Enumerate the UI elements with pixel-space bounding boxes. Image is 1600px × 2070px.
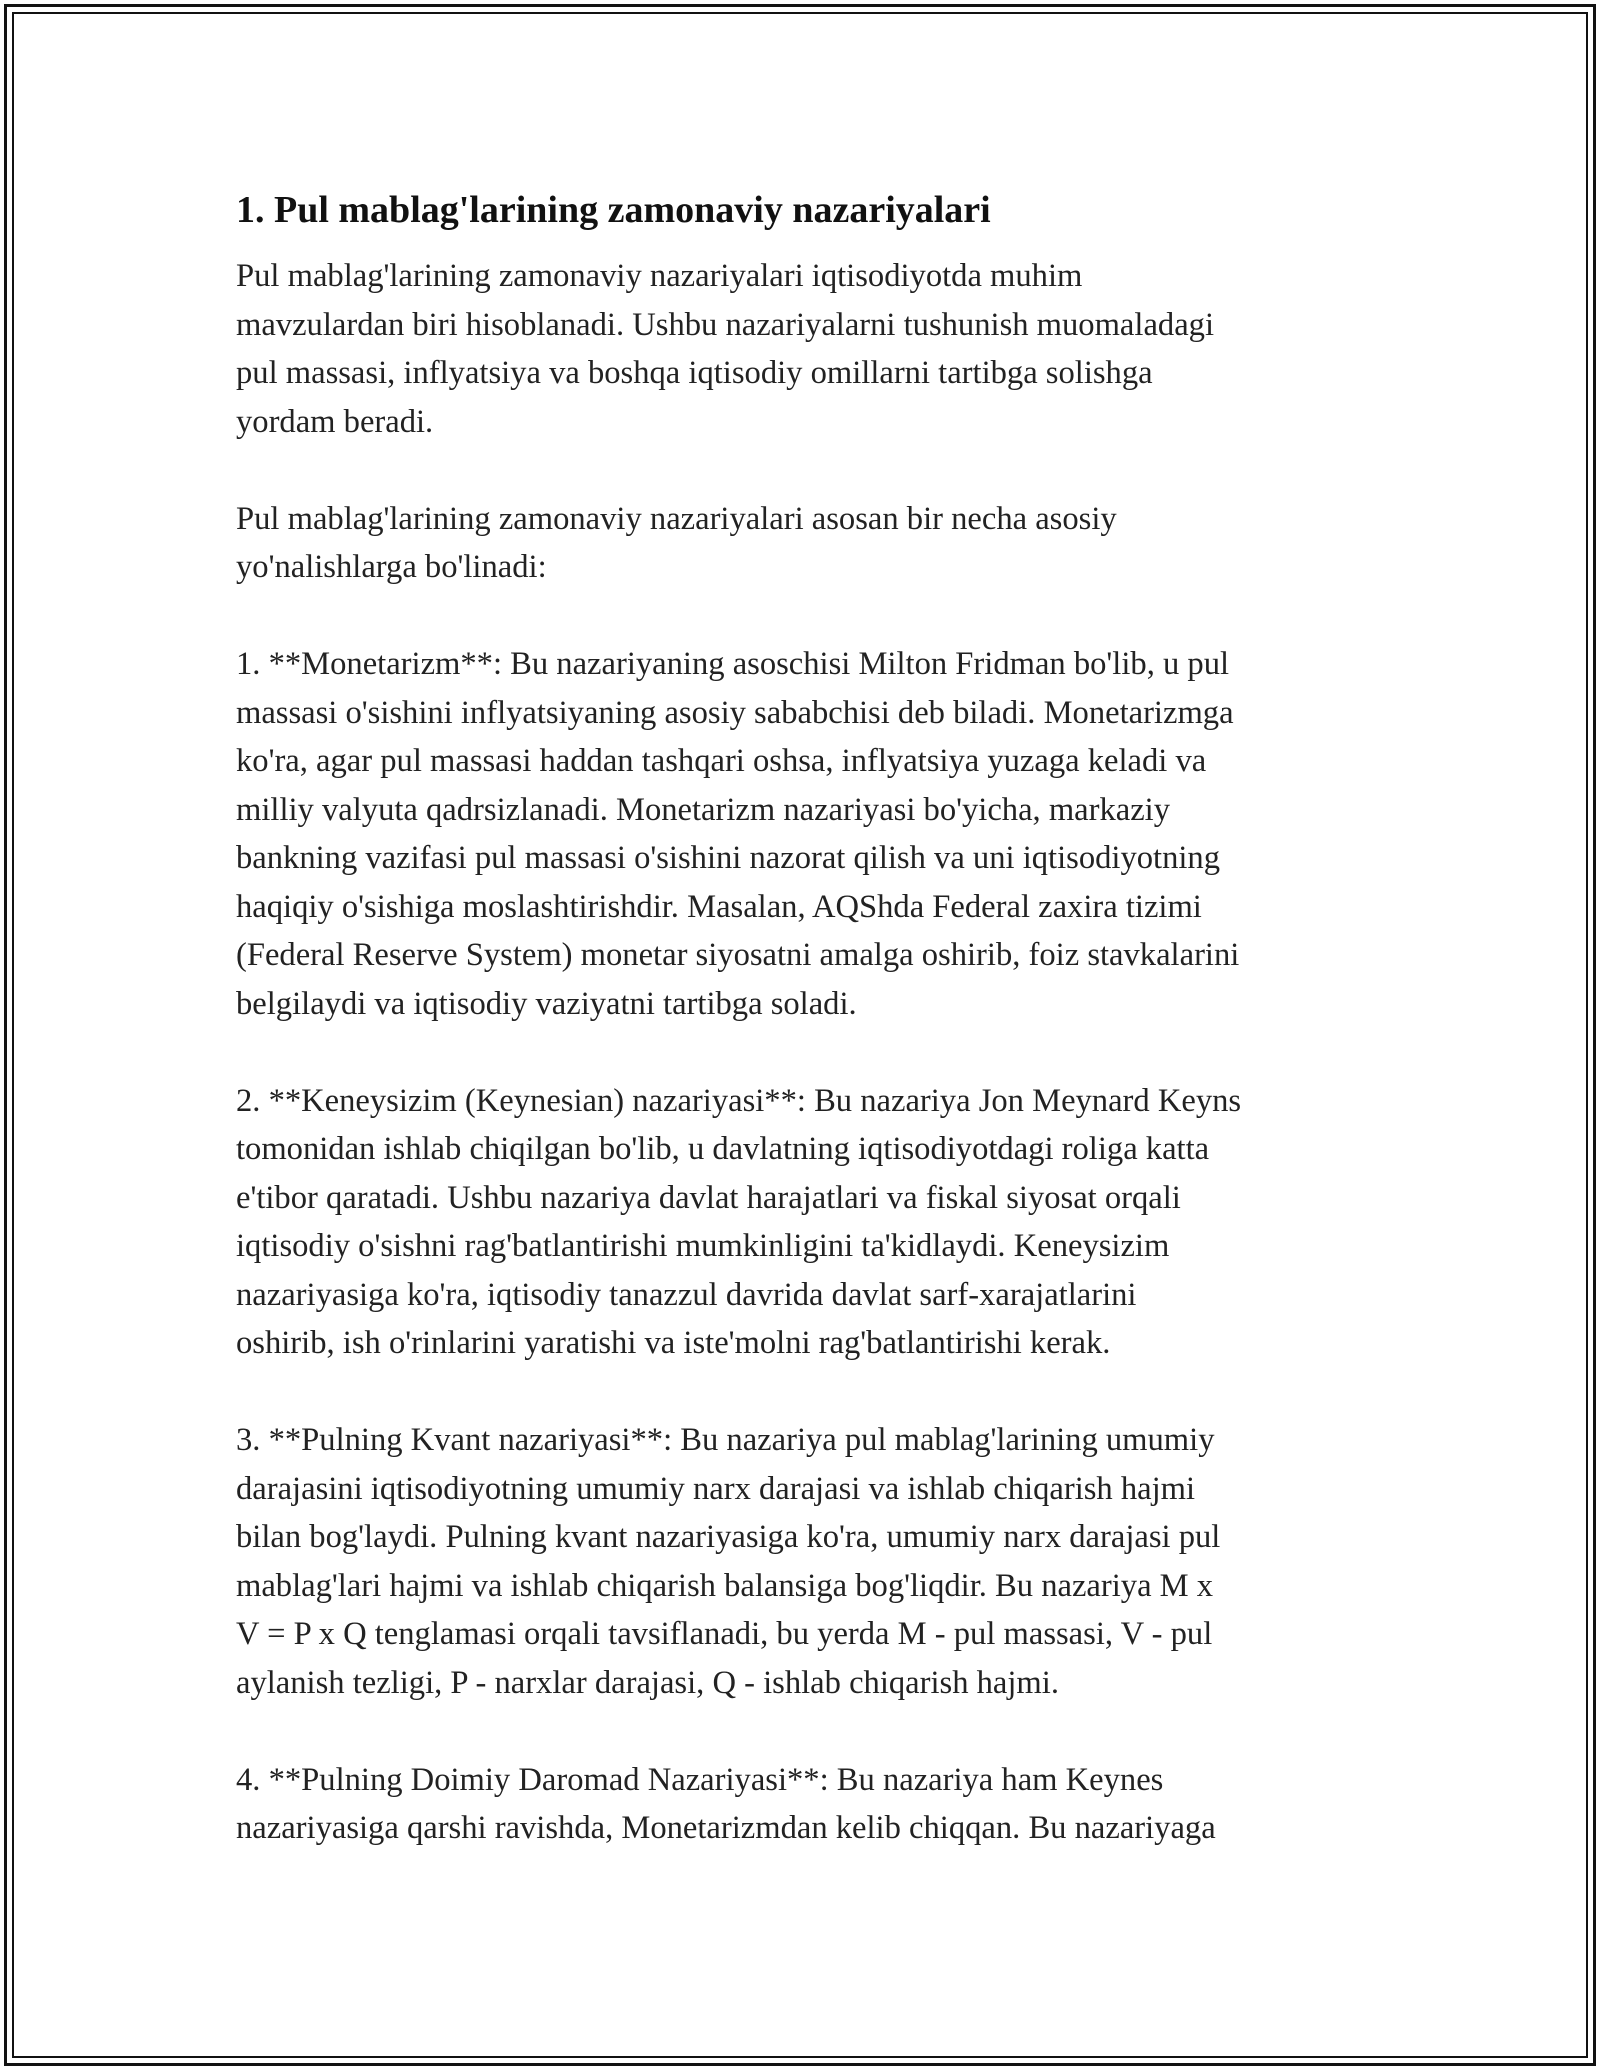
document-body	[236, 180, 1376, 1853]
paragraph-spacer	[236, 1368, 1376, 1417]
text-line: 4. **Pulning Doimiy Daromad Nazariyasi**: Bu nazariya ham Keynes	[236, 1761, 1164, 1798]
text-line: darajasini iqtisodiyotning umumiy narx darajasi va ishlab chiqarish hajmi	[236, 1470, 1196, 1507]
text-line: Pul mablag'larining zamonaviy nazariyalari iqtisodiyotda muhim	[236, 258, 1083, 294]
paragraph-spacer	[236, 1707, 1376, 1756]
text-line: e'tibor qaratadi. Ushbu nazariya davlat harajatlari va fiskal siyosat orqali	[236, 1179, 1181, 1216]
text-line: oshirib, ish o'rinlarini yaratishi va iste'molni rag'batlantirishi kerak.	[236, 1325, 1111, 1361]
text-line: aylanish tezligi, P - narxlar darajasi, Q - ishlab chiqarish hajmi.	[236, 1664, 1059, 1701]
text-line: tomonidan ishlab chiqilgan bo'lib, u davlatning iqtisodiyotdagi roliga katta	[236, 1131, 1210, 1167]
text-line: 2. **Keneysizim (Keynesian) nazariyasi**: Bu nazariya Jon Meynard Keyns	[236, 1082, 1242, 1119]
paragraph-quantity-theory	[236, 1416, 1376, 1707]
text-line: haqiqiy o'sishiga moslashtirishdir. Masalan, AQShda Federal zaxira tizimi	[236, 888, 1202, 925]
text-line: massasi o'sishini inflyatsiyaning asosiy sababchisi deb biladi. Monetarizmga	[236, 694, 1234, 731]
text-line: 3. **Pulning Kvant nazariyasi**: Bu nazariya pul mablag'larining umumiy	[236, 1422, 1215, 1458]
text-line: belgilaydi va iqtisodiy vaziyatni tartibga soladi.	[236, 985, 857, 1022]
paragraph-overview	[236, 495, 1376, 592]
text-line: ko'ra, agar pul massasi haddan tashqari oshsa, inflyatsiya yuzaga keladi va	[236, 743, 1207, 779]
text-line: (Federal Reserve System) monetar siyosatni amalga oshirib, foiz stavkalarini	[236, 937, 1240, 973]
paragraph-spacer	[236, 446, 1376, 495]
paragraph-spacer	[236, 1028, 1376, 1077]
text-line: Pul mablag'larining zamonaviy nazariyalari asosan bir necha asosiy	[236, 500, 1117, 537]
text-line: bankning vazifasi pul massasi o'sishini nazorat qilish va uni iqtisodiyotning	[236, 840, 1221, 876]
text-line: bilan bog'laydi. Pulning kvant nazariyasiga ko'ra, umumiy narx darajasi pul	[236, 1519, 1221, 1555]
text-line: pul massasi, inflyatsiya va boshqa iqtisodiy omillarni tartibga solishga	[236, 355, 1153, 391]
text-line: mablag'lari hajmi va ishlab chiqarish balansiga bog'liqdir. Bu nazariya M x	[236, 1567, 1214, 1604]
text-line: milliy valyuta qadrsizlanadi. Monetarizm nazariyasi bo'yicha, markaziy	[236, 791, 1171, 828]
text-line: V = P x Q tenglamasi orqali tavsiflanadi, bu yerda M - pul massasi, V - pul	[236, 1616, 1213, 1652]
text-line: 1. **Monetarizm**: Bu nazariyaning asoschisi Milton Fridman bo'lib, u pul	[236, 646, 1230, 682]
text-line: nazariyasiga ko'ra, iqtisodiy tanazzul davrida davlat sarf-xarajatlarini	[236, 1276, 1137, 1313]
text-line: nazariyasiga qarshi ravishda, Monetarizmdan kelib chiqqan. Bu nazariyaga	[236, 1810, 1216, 1846]
paragraph-keynesian	[236, 1077, 1376, 1368]
paragraph-spacer	[236, 592, 1376, 641]
paragraph-permanent-income	[236, 1756, 1376, 1853]
section-title: 1. Pul mablag'larining zamonaviy nazariyalari	[236, 189, 991, 231]
text-line: mavzulardan biri hisoblanadi. Ushbu nazariyalarni tushunish muomaladagi	[236, 306, 1214, 343]
text-line: iqtisodiy o'sishni rag'batlantirishi mumkinligini ta'kidlaydi. Keneysizim	[236, 1228, 1170, 1264]
text-line: yo'nalishlarga bo'linadi:	[236, 549, 547, 585]
text-line: yordam beradi.	[236, 403, 434, 440]
paragraph-intro	[236, 252, 1376, 446]
paragraph-monetarizm	[236, 640, 1376, 1028]
